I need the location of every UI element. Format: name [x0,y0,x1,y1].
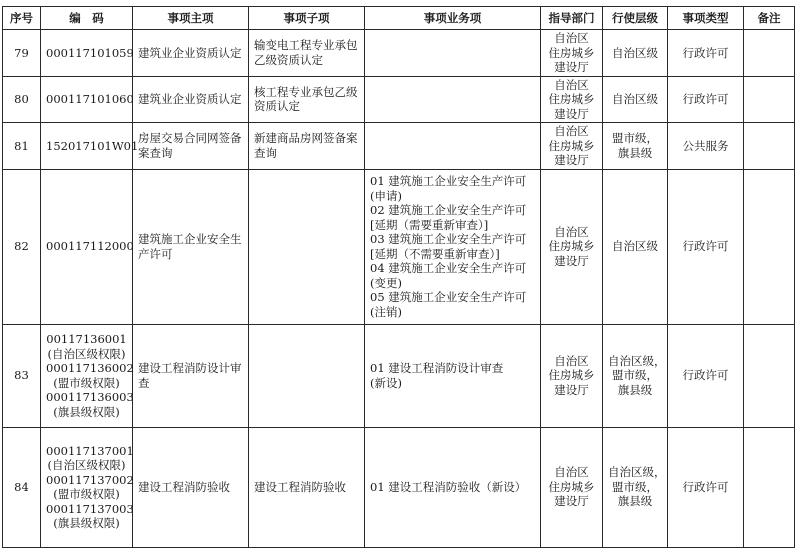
cell-text: (旗县级权限) [53,516,120,530]
table-row [3,324,795,427]
cell-text: 房屋交易合同网签备案查询 [138,131,242,160]
cell-text: 000117137001 [46,443,134,458]
cell-text: 住房城乡 [548,239,595,254]
cell-text: 行政许可 [682,92,729,106]
table-row [3,169,795,324]
cell-no [3,324,41,427]
cell-text: 建设厅 [554,60,589,74]
cell-text: 000117101059 [46,45,134,60]
cell-no [3,169,41,324]
header-sub-item: 事项子项 [249,7,365,30]
cell-text: 行政许可 [682,239,729,254]
cell-text: (自治区级权限) [47,458,126,472]
cell-text: 84 [14,479,29,494]
cell-level [603,169,668,324]
cell-text: 自治区 [554,31,589,45]
cell-main-item [133,169,249,324]
cell-department [541,123,603,170]
cell-code [41,76,133,123]
header-main-item: 事项主项 [133,7,249,30]
cell-level [603,30,668,77]
cell-sub-item [249,30,365,77]
cell-level [603,427,668,547]
cell-text: 建设厅 [554,253,589,268]
cell-main-item [133,76,249,123]
cell-department [541,169,603,324]
cell-department [541,30,603,77]
cell-level [603,76,668,123]
cell-text: 建筑业企业资质认定 [138,92,242,106]
cell-business-item [365,123,541,170]
cell-text: 自治区 [554,353,589,368]
cell-text: 79 [14,45,29,60]
table-body [3,30,795,548]
cell-text: 自治区级 [612,45,658,60]
cell-text: 152017101W01 [46,138,139,153]
cell-text: 自治区级， [608,465,666,480]
cell-text: 80 [14,92,29,106]
cell-text: 03 建筑施工企业安全生产许可 [370,232,527,246]
table-row [3,76,795,123]
cell-no [3,123,41,170]
cell-text: 新建商品房网签备案查询 [254,131,358,160]
cell-text: 自治区 [554,224,589,239]
cell-code [41,324,133,427]
cell-text: 01 建设工程消防验收（新设） [370,479,527,494]
cell-text: 自治区 [554,77,589,92]
cell-text: 自治区级， [608,353,666,368]
cell-text: 住房城乡 [548,138,595,153]
cell-text: 旗县级 [617,382,653,397]
table-row [3,30,795,77]
cell-text: 旗县级 [617,145,653,160]
cell-no [3,76,41,123]
cell-text: 建设厅 [554,494,589,509]
cell-sub-item [249,76,365,123]
cell-type [668,30,744,77]
header-business-item: 事项业务项 [365,7,541,30]
cell-text: (盟市级权限) [53,375,120,390]
table-header-row [3,7,795,30]
cell-business-item [365,324,541,427]
cell-text: 建设工程消防设计审查 [138,361,242,390]
header-note: 备注 [744,7,795,30]
cell-code [41,427,133,547]
cell-note [744,30,795,77]
cell-department [541,427,603,547]
cell-text: 建筑施工企业安全生产许可 [138,232,242,261]
cell-text: 盟市级， [612,131,658,146]
cell-sub-item [249,324,365,427]
cell-main-item [133,324,249,427]
cell-text: (旗县级权限) [53,404,120,419]
cell-note [744,169,795,324]
cell-text: 81 [14,138,29,153]
cell-code [41,30,133,77]
cell-level [603,123,668,170]
cell-text: 自治区 [554,124,589,138]
cell-text: 建设厅 [554,106,589,121]
cell-text: 83 [14,368,29,383]
cell-text: 自治区级 [612,92,658,106]
cell-note [744,76,795,123]
cell-text: 盟市级， [612,479,658,494]
cell-text: 000117136002 [46,361,134,375]
cell-note [744,427,795,547]
cell-text: 住房城乡 [548,45,595,60]
cell-text: 行政许可 [682,45,729,60]
cell-department [541,324,603,427]
cell-note [744,123,795,170]
table-row [3,123,795,170]
cell-business-item [365,427,541,547]
cell-level [603,324,668,427]
cell-text: (盟市级权限) [53,487,120,501]
cell-text: (自治区级权限) [47,346,126,361]
table-row [3,427,795,547]
cell-type [668,123,744,170]
cell-text: 建设工程消防验收 [138,479,230,494]
cell-text: 公共服务 [682,138,729,153]
cell-text: 02 建筑施工企业安全生产许可 [370,203,527,217]
cell-text: 00117136001 [46,332,127,346]
cell-text: [延期（需要重新审查）] [370,217,489,232]
cell-text: 000117137002 [46,472,134,487]
cell-business-item [365,30,541,77]
cell-sub-item [249,169,365,324]
cell-main-item [133,123,249,170]
cell-type [668,169,744,324]
cell-sub-item [249,427,365,547]
cell-text: 建筑业企业资质认定 [138,45,242,60]
cell-business-item [365,76,541,123]
cell-no [3,30,41,77]
cell-text: 04 建筑施工企业安全生产许可 [370,261,527,275]
cell-code [41,169,133,324]
cell-text: 000117101060 [46,92,134,106]
cell-text: 建设厅 [554,153,589,167]
cell-text: 住房城乡 [548,92,595,106]
cell-text: 82 [14,239,29,254]
cell-type [668,76,744,123]
cell-text: [延期（不需要重新审查）] [370,246,500,261]
cell-text: 01 建设工程消防设计审查 [370,361,504,375]
cell-text: 建设厅 [554,382,589,397]
cell-text: (变更) [370,275,402,290]
cell-text: 盟市级， [612,368,658,383]
header-code: 编 码 [41,7,133,30]
header-department: 指导部门 [541,7,603,30]
cell-text: 000117136003 [46,390,134,404]
cell-text: (注销) [370,304,402,319]
cell-business-item [365,169,541,324]
cell-main-item [133,427,249,547]
administrative-items-table [2,6,795,548]
header-level: 行使层级 [603,7,668,30]
cell-text: (新设) [370,375,402,390]
cell-code [41,123,139,170]
header-no: 序号 [3,7,41,30]
cell-text: 行政许可 [682,368,729,383]
cell-text: 000117112000 [46,239,134,254]
cell-text: 旗县级 [617,494,653,509]
cell-text: 住房城乡 [548,368,595,383]
cell-text: (申请) [370,188,402,203]
cell-text: 01 建筑施工企业安全生产许可 [370,174,527,188]
cell-no [3,427,41,547]
cell-type [668,427,744,547]
header-type: 事项类型 [668,7,744,30]
cell-main-item [133,30,249,77]
cell-sub-item [249,123,365,170]
cell-text: 住房城乡 [548,479,595,494]
cell-text: 建设工程消防验收 [254,479,346,494]
cell-text: 05 建筑施工企业安全生产许可 [370,290,527,304]
cell-text: 行政许可 [682,479,729,494]
cell-text: 核工程专业承包乙级资质认定 [254,84,358,114]
cell-text: 自治区 [554,465,589,480]
cell-text: 自治区级 [612,239,658,254]
cell-text: 000117137003 [46,501,134,516]
cell-department [541,76,603,123]
cell-text: 输变电工程专业承包乙级资质认定 [254,38,358,67]
cell-note [744,324,795,427]
cell-type [668,324,744,427]
